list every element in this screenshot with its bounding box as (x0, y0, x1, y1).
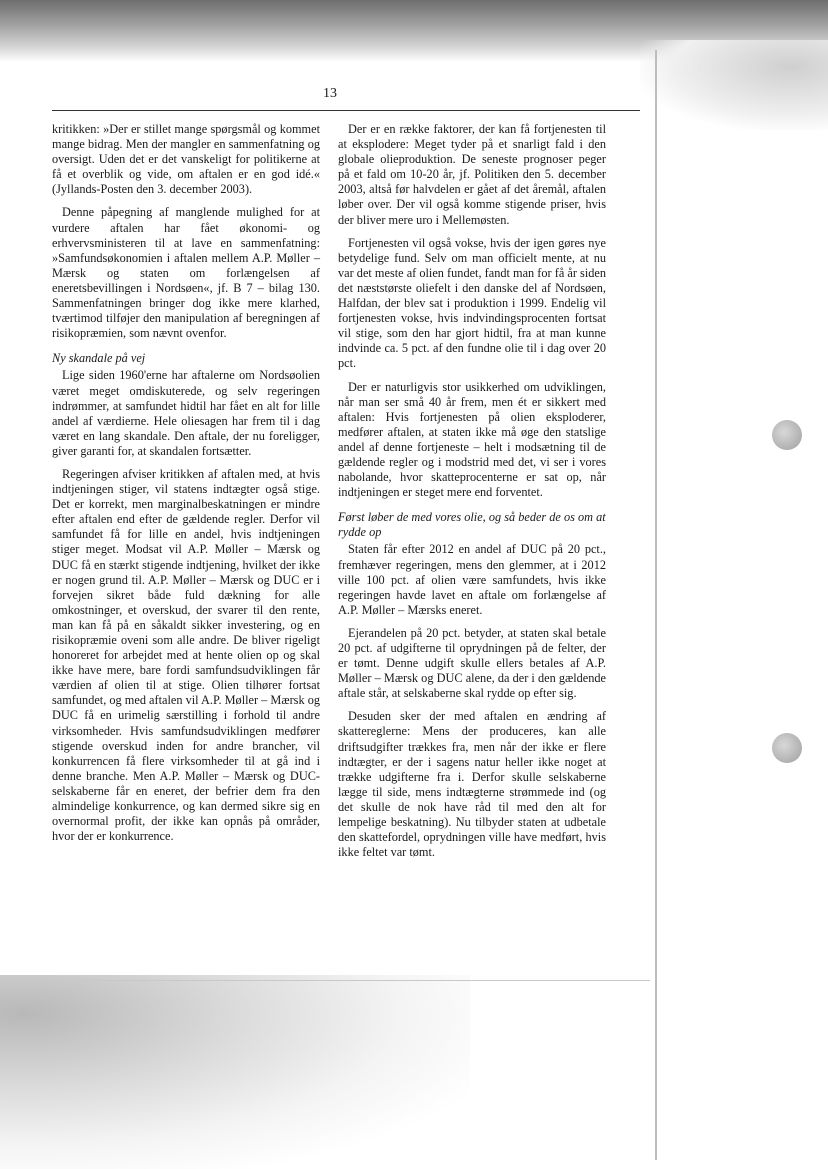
paragraph: Regeringen afviser kritikken af aftalen med, at hvis indtjeningen stiger, vil statens indtægter også stige. Det er korrekt, men marginalbeskatningen er mindre efter aftalen end efter de gældende regler. Derfor vil samfundet få for lille en andel, hvis indtjeningen stiger meget. Modsat vil A.P. Møller – Mærsk og DUC få en stærkt stigende indtjening, hvilket der ikke er nogen grund til. A.P. Møller – Mærsk og DUC er i forvejen sikret både fuld dækning for alle omkostninger, et overskud, der svarer til den rente, man kan få på en såkaldt sikker investering, og en risikopræmie oveni som alle andre. De bliver rigeligt honoreret for arbejdet med at hente olien op og skal ikke have mere, bare fordi samfundsudviklingen får værdien af olien til at stige. Olien tilhører fortsat samfundet, og med aftalen vil A.P. Møller – Mærsk og DUC få en urimelig særstilling i forhold til andre virksomheder. Hvis samfundsudviklingen medfører stigende overskud inden for andre brancher, vil konkurrencen få flere virksomheder til at gå ind i denne branche. Men A.P. Møller – Mærsk og DUC-selskaberne får en eneret, der befrier dem fra den almindelige konkurrence, og kan dermed sikre sig en overnormal profit, der ikke kan opnås på områder, hvor der er konkurrence. (52, 466, 320, 844)
page-edge-line (655, 50, 657, 1160)
paragraph: Staten får efter 2012 en andel af DUC på 20 pct., fremhæver regeringen, mens den glemmer, at i 2012 ville 100 pct. af olien være samfundets, hvis ikke regeringen havde lavet en aftale om forlængelse af A.P. Møller – Mærsks eneret. (338, 542, 606, 617)
right-column (338, 122, 606, 868)
paragraph: Denne påpegning af manglende mulighed for at vurdere aftalen har fået økonomi- og erhvervsministeren til at lave en sammenfatning: »Samfundsøkonomien i aftalen mellem A.P. Møller – Mærsk og staten om forlængelsen af eneretsbevillingen i Nordsøen«, jf. B 7 – bilag 130. Sammenfatningen bringer dog ikke mere klarhed, tværtimod tilføjer den manipulation af beregningen af risikopræmien, som nævnt ovenfor. (52, 205, 320, 341)
punch-hole-upper (772, 420, 802, 450)
page-bottom-edge (30, 980, 650, 981)
scan-shadow-bottom-left (0, 975, 470, 1169)
section-heading: Ny skandale på vej (52, 351, 146, 366)
paragraph: kritikken: »Der er stillet mange spørgsmål og kommet mange bidrag. Men der mangler en sammenfatning og oversigt. Uden det er det vanskeligt for politikerne at få et overblik og vide, om aftalen er en god idé.« (Jyllands-Posten den 3. december 2003). (52, 122, 320, 197)
left-column (52, 122, 320, 852)
page-number: 13 (323, 86, 337, 101)
paragraph: Desuden sker der med aftalen en ændring af skattereglerne: Mens der produceres, kan alle driftsudgifter trækkes fra, men når der ikke er flere indtægter, er der i sagens natur heller ikke noget at trække udgifterne fra i. Derfor skulle selskaberne lægge til side, mens indtægterne strømmede ind (og det skulle de nok have råd til med den alt for lempelige beskatning). Nu tilbyder staten at udbetale den skattefordel, oprydningen ville have medført, hvis ikke feltet var tømt. (338, 709, 606, 860)
scan-shadow-top-right (640, 40, 828, 130)
section-heading: Først løber de med vores olie, og så beder de os om at rydde op (338, 510, 606, 540)
paragraph: Ejerandelen på 20 pct. betyder, at staten skal betale 20 pct. af udgifterne til oprydningen på de felter, der er tømt. Denne udgift skulle ellers betales af A.P. Møller – Mærsk og DUC alene, da der i den gældende aftale står, at selskaberne skal rydde op efter sig. (338, 625, 606, 701)
header-rule (52, 110, 640, 111)
paragraph: Der er naturligvis stor usikkerhed om udviklingen, når man ser små 40 år frem, men ét er sikkert med aftalen: Hvis fortjenesten på olien eksploderer, medfører aftalen, at staten ikke må øge den statslige andel af denne fortjeneste – helt i modsætning til de gældende regler og i modstrid med det, vi ser i vores nabolande, hvor skatteprocenterne er sat op, når indtjeningen er steget mere end forventet. (338, 379, 606, 500)
punch-hole-lower (772, 733, 802, 763)
paragraph: Lige siden 1960'erne har aftalerne om Nordsøolien været meget omdiskuterede, og selv regeringen indrømmer, at samfundet hidtil har fået en alt for lille andel af værdierne. Hele oliesagen har frem til i dag været en lang skandale. Den aftale, der nu foreligger, giver garanti for, at skandalen fortsætter. (52, 368, 320, 458)
paragraph: Der er en række faktorer, der kan få fortjenesten til at eksplodere: Meget tyder på et snarligt fald i den globale olieproduktion. De seneste prognoser peger på et fald om 10-20 år, jf. Politiken den 5. december 2003, altså før halvdelen er gået af det åremål, aftalen løber over. Der vil også komme stigende priser, hvis der bliver mere uro i Mellemøsten. (338, 122, 606, 227)
paragraph: Fortjenesten vil også vokse, hvis der igen gøres nye betydelige fund. Selv om man officielt mente, at nu var det meste af olien fundet, fandt man for få år siden det næststørste oliefelt i den danske del af Nordsøen, Halfdan, der blev sat i produktion i 1999. Endelig vil fortjenesten vokse, hvis indvindingsprocenten fortsat vil stige, som den har gjort hidtil, fra at man kunne indvinde ca. 5 pct. af den fundne olie til i dag over 20 pct. (338, 235, 606, 371)
